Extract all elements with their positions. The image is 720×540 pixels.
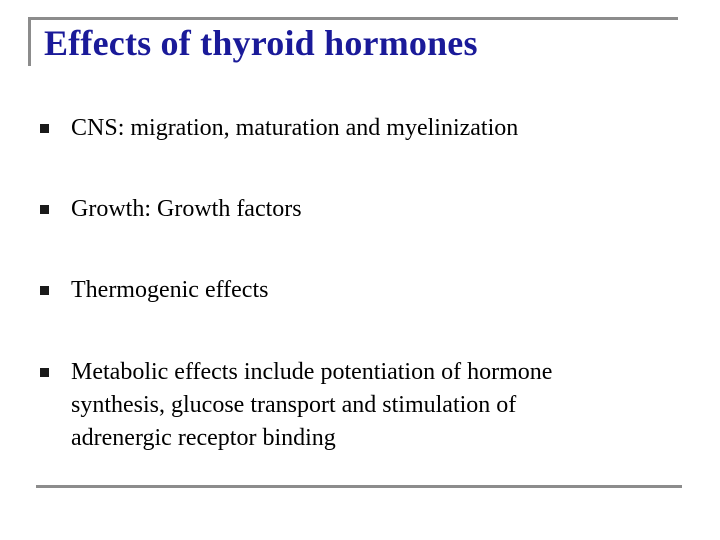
bullet-text: Growth: Growth factors [71, 196, 302, 222]
bullet-text: Thermogenic effects [71, 277, 269, 303]
title-frame-top-rule [28, 17, 678, 20]
slide-title: Effects of thyroid hormones [44, 23, 478, 63]
square-bullet-icon [40, 124, 49, 133]
square-bullet-icon [40, 205, 49, 214]
square-bullet-icon [40, 286, 49, 295]
title-frame-left-rule [28, 17, 31, 66]
bottom-rule [36, 485, 682, 488]
bullet-text: Metabolic effects include potentiation of hormone synthesis, glucose transport and stimulation of adrenergic receptor binding [71, 359, 553, 451]
bullet-text: CNS: migration, maturation and myelinization [71, 115, 519, 141]
square-bullet-icon [40, 368, 49, 377]
